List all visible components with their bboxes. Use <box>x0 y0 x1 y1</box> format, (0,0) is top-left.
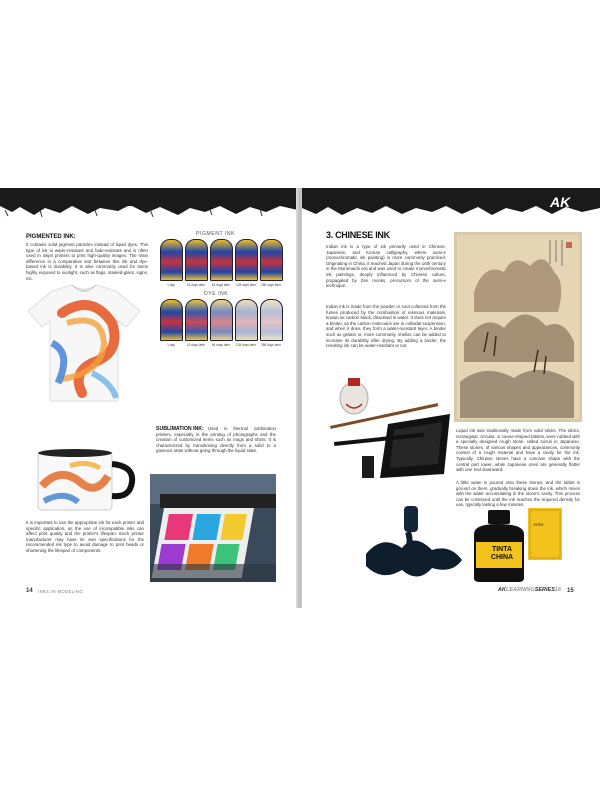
dye-glass-1 <box>160 299 183 341</box>
chinese-ink-para-3: Liquid ink was traditionally made from solid sticks. The sticks, rectangular, circular, or canoe-shaped tablets, were rubbed with a specially designed rough stone, called suzuri in Japanese. These stones, of various shapes and appearances, commonly consist of a rough material and have a cavity for the ink. Typically, Chinese stones have a concave shape with the central part lower, while Japanese ones are generally flatter with one end downward. <box>456 428 580 473</box>
sumi-e-painting-image <box>454 232 582 422</box>
mug-image <box>30 446 140 514</box>
pigment-glass-3 <box>210 239 233 281</box>
dye-glass-2 <box>185 299 208 341</box>
bottle-label <box>482 546 522 562</box>
dye-caption-3: 64 days later <box>211 343 231 347</box>
chinese-ink-para-2: Indian ink is made from the powder or soot collected from the fumes produced by the combustion of resinous materials, known as carbon black, dissolved in water. It does not require a binder, as the carbon molecules are in colloidal suspension, and when it dries, they form a water-resistant layer. A binder such as gelatin or, more commonly, shellac can be added to increase its durability after drying. By adding a binder, the resulting ink can be water-resistant or not. <box>326 304 446 349</box>
page-title-left: INKS IN MODELING <box>38 589 84 594</box>
ink-stick-stone-image <box>310 364 454 482</box>
advice-paragraph: It is important to use the appropriate ink for each printer and specific application, as the use of incompatible inks can affect print quality and the printer's lifespan. Each printer manufacturer may have its own specifications for the recommended ink type to avoid damage to print heads or shortening the lifespan of components. <box>26 520 144 553</box>
footer-brand-series: SERIES <box>534 587 555 593</box>
pigment-caption-3: 64 days later <box>211 283 231 287</box>
pigment-glass-2 <box>185 239 208 281</box>
pigment-glass-5 <box>260 239 283 281</box>
pigment-caption-1: 1 day <box>167 283 175 287</box>
sublimation-heading: SUBLIMATION INK: <box>156 426 204 432</box>
bottle-label-line-1: TINTA <box>491 546 513 553</box>
footer-brand-ak: AK <box>498 587 506 593</box>
dye-caption-4: 128 days later <box>235 343 257 347</box>
section-title: 3. CHINESE INK <box>326 230 390 240</box>
ink-spill-image <box>362 504 466 586</box>
dye-caption-1: 1 day <box>167 343 175 347</box>
grunge-header-left <box>0 188 298 218</box>
page-number-left: 14 <box>26 588 33 594</box>
pigment-heading: PIGMENTED INK: <box>26 234 76 240</box>
chinese-ink-para-1: Indian ink is a type of ink primarily used in Chinese, Japanese, and Korean calligraphy, where sumi-e (monochromatic ink painting) is more commonly practiced. Originating in China, it reached Japan during the 16th century in the Muromachi era and was used to create monochromatic ink paintings, deeply influenced by Chinese culture, propagated by Zen monks, precursors of the sumi-e technique. <box>326 244 446 289</box>
printer-image <box>150 474 276 582</box>
ink-bottle-image <box>462 506 580 584</box>
sublimation-body: Used in thermal sublimation printers, especially in the printing of photographs and the creation of customized items such as mugs and shirts. It is characterized by transitioning directly from a solid to a gaseous state without going through the liquid state. <box>156 426 276 454</box>
dye-ink-label: DYE INK <box>204 291 229 297</box>
left-page <box>0 188 298 608</box>
ak-logo: AK <box>550 194 571 210</box>
dye-glass-4 <box>235 299 258 341</box>
chinese-ink-para-4: A little water is poured onto these stones, and the tablet is ground on them, gradually breaking down the ink, which mixes with the water accumulating in the stone's cavity. This process can be continued until the ink reaches the required density for use, typically lasting a few minutes. <box>456 480 580 508</box>
pigment-caption-5: 288 days later <box>260 283 282 287</box>
right-page <box>302 188 600 608</box>
book-spread <box>0 188 600 608</box>
pigment-caption-2: 16 days later <box>186 283 206 287</box>
pigment-ink-label: PIGMENT INK <box>196 231 236 237</box>
tshirt-image <box>22 283 146 403</box>
pigment-caption-4: 128 days later <box>235 283 257 287</box>
pigment-glass-4 <box>235 239 258 281</box>
footer-series-brand <box>498 587 561 593</box>
page-number-right: 15 <box>567 588 574 594</box>
dye-caption-2: 16 days later <box>186 343 206 347</box>
box-label: Artist <box>533 522 544 527</box>
footer-brand-num: 16 <box>554 587 561 593</box>
dye-glass-5 <box>260 299 283 341</box>
pigment-glass-1 <box>160 239 183 281</box>
footer-brand-learning: LEARNING <box>505 587 535 593</box>
bottle-label-line-2: CHINA <box>490 554 514 561</box>
dye-glass-3 <box>210 299 233 341</box>
pigment-body: It contains solid pigment particles instead of liquid dyes. This type of ink is water-resistant and fade-resistant and is often used in inkjet printers to print high-quality images. The main difference in a comparative test between this ink and dye-based ink is durability. It is also commonly used for items highly exposed to sunlight, such as flags, stained-glass, signs, etc. <box>26 242 148 281</box>
dye-caption-5: 288 days later <box>260 343 282 347</box>
